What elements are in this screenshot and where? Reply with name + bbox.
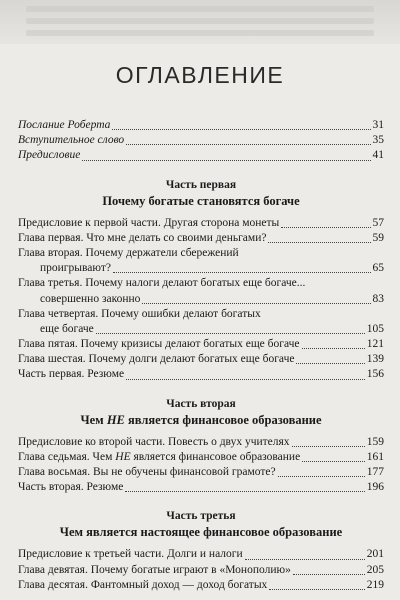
toc-entry-page: 161 bbox=[366, 450, 384, 463]
toc-entry-title: Глава шестая. Почему долги делают богатых еще богаче bbox=[18, 353, 295, 366]
toc-entry-title: Глава восьмая. Вы не обучены финансовой грамоте? bbox=[18, 466, 276, 478]
leader-dots bbox=[245, 559, 365, 560]
toc-entry bbox=[18, 307, 384, 322]
leader-dots bbox=[113, 272, 371, 273]
toc-entry-title: Глава вторая. Почему держатели сбережений bbox=[18, 246, 239, 259]
part-label: Часть третья bbox=[166, 510, 236, 523]
toc-entry-page: 196 bbox=[366, 481, 384, 494]
toc-entry-page: 57 bbox=[372, 216, 384, 229]
toc-entry-title: Глава девятая. Почему богатые играют в «Монополию» bbox=[18, 563, 291, 576]
toc-entry-page: 41 bbox=[372, 149, 384, 162]
toc-entry-page: 201 bbox=[366, 548, 384, 561]
leader-dots bbox=[82, 160, 370, 161]
toc-entry-title: Часть первая. Резюме bbox=[18, 368, 125, 381]
toc-entry bbox=[18, 465, 384, 480]
toc-entry-page: 205 bbox=[366, 563, 384, 576]
leader-dots bbox=[292, 446, 365, 447]
toc-entry-continuation bbox=[18, 322, 384, 337]
toc-entry-title-post: является финансовое образование bbox=[130, 450, 301, 463]
part-label: Часть первая bbox=[165, 178, 237, 191]
part-heading bbox=[18, 412, 384, 429]
part-heading: Чем является настоящее финансовое образование bbox=[59, 525, 343, 540]
toc-entry-title: Глава пятая. Почему кризисы делают богатых еще богаче bbox=[18, 338, 300, 351]
toc-entry-title: Часть вторая. Резюме bbox=[18, 481, 124, 494]
toc-entry bbox=[18, 578, 384, 593]
toc-entry-page: 219 bbox=[366, 578, 384, 591]
toc-entry-title: Глава десятая. Фантомный доход — доход богатых bbox=[18, 578, 268, 591]
leader-dots bbox=[278, 476, 365, 477]
leader-dots bbox=[296, 363, 364, 364]
leader-dots bbox=[269, 589, 364, 590]
toc-entry bbox=[18, 563, 384, 578]
leader-dots bbox=[125, 491, 364, 492]
part-label: Часть вторая bbox=[166, 397, 236, 410]
toc-entry bbox=[18, 480, 384, 495]
leader-dots bbox=[281, 227, 370, 228]
leader-dots bbox=[142, 303, 370, 304]
toc-entry bbox=[18, 435, 384, 450]
toc-entry-intro-word bbox=[18, 133, 384, 148]
toc-entry bbox=[18, 276, 384, 291]
leader-dots bbox=[112, 129, 370, 130]
toc-entry-page: 59 bbox=[372, 231, 384, 244]
toc-entry-title: Предисловие bbox=[18, 149, 81, 162]
toc-entry bbox=[18, 246, 384, 261]
leader-dots bbox=[302, 461, 365, 462]
toc-entry-title: Вступительное слово bbox=[18, 134, 125, 147]
toc-entry-title-pre: Глава седьмая. Чем bbox=[18, 450, 116, 463]
previous-page-bleed-through bbox=[0, 0, 400, 44]
toc-entry-page: 31 bbox=[372, 119, 384, 131]
toc-entry-page: 83 bbox=[372, 292, 384, 305]
toc-entry-title-cont: еще богаче bbox=[40, 322, 94, 335]
toc-entry-title: Предисловие ко второй части. Повесть о двух учителях bbox=[18, 435, 290, 448]
toc-entry-title bbox=[18, 450, 300, 465]
page-title: ОГЛАВЛЕНИЕ bbox=[115, 62, 285, 88]
toc-entry-title: Предисловие к третьей части. Долги и налоги bbox=[18, 548, 243, 561]
toc-entry bbox=[18, 231, 384, 246]
leader-dots bbox=[126, 379, 365, 380]
toc-entry-preface bbox=[18, 148, 384, 163]
toc bbox=[18, 118, 384, 593]
leader-dots bbox=[96, 333, 365, 334]
part-heading-pre: Чем bbox=[80, 412, 107, 427]
toc-entry-title: Глава первая. Что мне делать со своими деньгами? bbox=[18, 231, 267, 244]
toc-entry-page: 156 bbox=[366, 368, 384, 381]
toc-entry bbox=[18, 216, 384, 231]
toc-entry-title: Предисловие к первой части. Другая сторона монеты bbox=[18, 216, 280, 229]
part-heading-emphasis: НЕ bbox=[106, 412, 125, 427]
toc-entry-page: 35 bbox=[372, 134, 384, 147]
toc-entry-page: 65 bbox=[372, 262, 384, 275]
toc-entry-page: 105 bbox=[366, 322, 384, 335]
toc-entry bbox=[18, 547, 384, 562]
leader-dots bbox=[302, 348, 365, 349]
toc-entry-page: 159 bbox=[366, 435, 384, 448]
leader-dots bbox=[293, 574, 365, 575]
toc-entry-robert-message bbox=[18, 118, 384, 133]
toc-entry-title-cont: совершенно законно bbox=[40, 292, 141, 305]
toc-entry-page: 121 bbox=[366, 338, 384, 351]
part-heading: Почему богатые становятся богаче bbox=[102, 193, 300, 208]
toc-entry-title: Глава третья. Почему налоги делают богатых еще богаче... bbox=[18, 277, 306, 290]
toc-entry bbox=[18, 367, 384, 382]
toc-entry-title-cont: проигрывают? bbox=[40, 262, 111, 275]
toc-entry-continuation bbox=[18, 292, 384, 307]
toc-entry-page: 177 bbox=[366, 466, 384, 478]
part-heading-post: является финансовое образование bbox=[124, 412, 322, 427]
leader-dots bbox=[126, 144, 370, 145]
toc-entry bbox=[18, 352, 384, 367]
toc-entry bbox=[18, 337, 384, 352]
toc-entry-title: Глава четвертая. Почему ошибки делают богатых bbox=[18, 307, 261, 320]
toc-entry-title: Послание Роберта bbox=[18, 119, 111, 131]
toc-entry-title-emphasis: НЕ bbox=[115, 450, 131, 463]
leader-dots bbox=[268, 242, 370, 243]
toc-entry-continuation bbox=[18, 261, 384, 276]
toc-entry-page: 139 bbox=[366, 353, 384, 366]
toc-entry bbox=[18, 450, 384, 465]
